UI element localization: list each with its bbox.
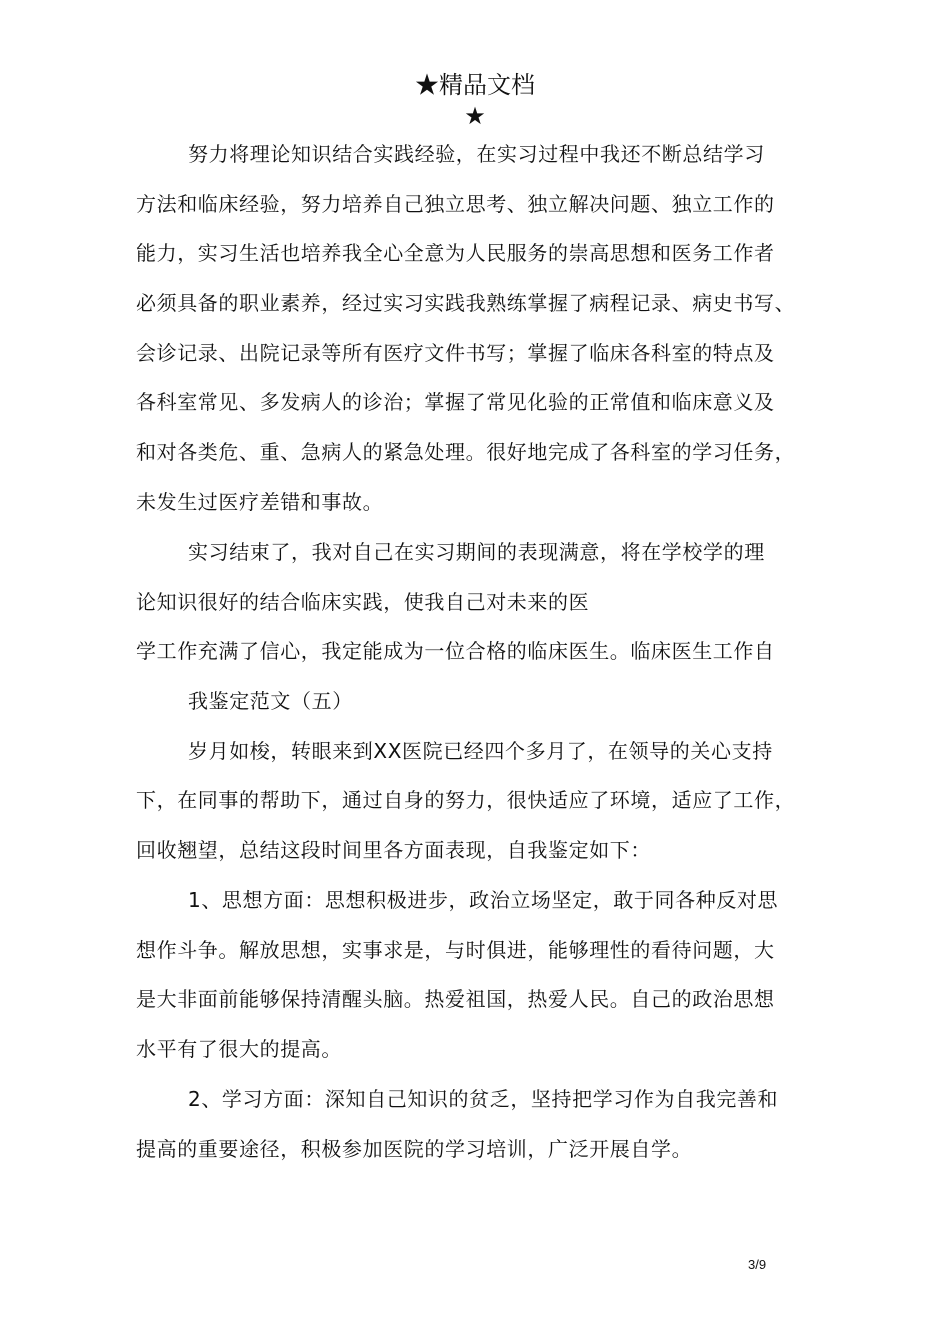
star-icon: ★ [464,102,486,130]
text-line: 回收翘望，总结这段时间里各方面表现，自我鉴定如下： [136,838,651,862]
section-heading: 我鉴定范文（五） [188,689,353,713]
document-header-title: ★精品文档 [415,71,535,99]
text-line: 提高的重要途径，积极参加医院的学习培训，广泛开展自学。 [136,1137,693,1161]
text-line: 能力，实习生活也培养我全心全意为人民服务的崇高思想和医务工作者 [136,241,775,265]
text-line: 水平有了很大的提高。 [136,1037,342,1061]
page-number: 3/9 [748,1257,767,1272]
text-line: 论知识很好的结合临床实践，使我自己对未来的医 [136,590,590,614]
text-line: 未发生过医疗差错和事故。 [136,490,384,514]
text-line: 下，在同事的帮助下，通过自身的努力，很快适应了环境，适应了工作， [136,788,796,812]
text-line: 2、学习方面：深知自己知识的贫乏，坚持把学习作为自我完善和 [188,1087,779,1111]
text-line: 方法和临床经验，努力培养自己独立思考、独立解决问题、独立工作的 [136,192,775,216]
text-line: 是大非面前能够保持清醒头脑。热爱祖国，热爱人民。自己的政治思想 [136,987,775,1011]
text-line: 想作斗争。解放思想，实事求是，与时俱进，能够理性的看待问题，大 [136,938,775,962]
text-line: 实习结束了，我对自己在实习期间的表现满意，将在学校学的理 [188,540,765,564]
text-line: 学工作充满了信心，我定能成为一位合格的临床医生。临床医生工作自 [136,639,775,663]
text-line: 岁月如梭，转眼来到XX医院已经四个多月了，在领导的关心支持 [188,739,773,763]
text-line: 各科室常见、多发病人的诊治；掌握了常见化验的正常值和临床意义及 [136,390,775,414]
text-line: 努力将理论知识结合实践经验，在实习过程中我还不断总结学习 [188,142,765,166]
text-line: 会诊记录、出院记录等所有医疗文件书写；掌握了临床各科室的特点及 [136,341,775,365]
text-line: 和对各类危、重、急病人的紧急处理。很好地完成了各科室的学习任务， [136,440,796,464]
text-line: 必须具备的职业素养，经过实习实践我熟练掌握了病程记录、病史书写、 [136,291,796,315]
text-line: 1、思想方面：思想积极进步，政治立场坚定，敢于同各种反对思 [188,888,779,912]
